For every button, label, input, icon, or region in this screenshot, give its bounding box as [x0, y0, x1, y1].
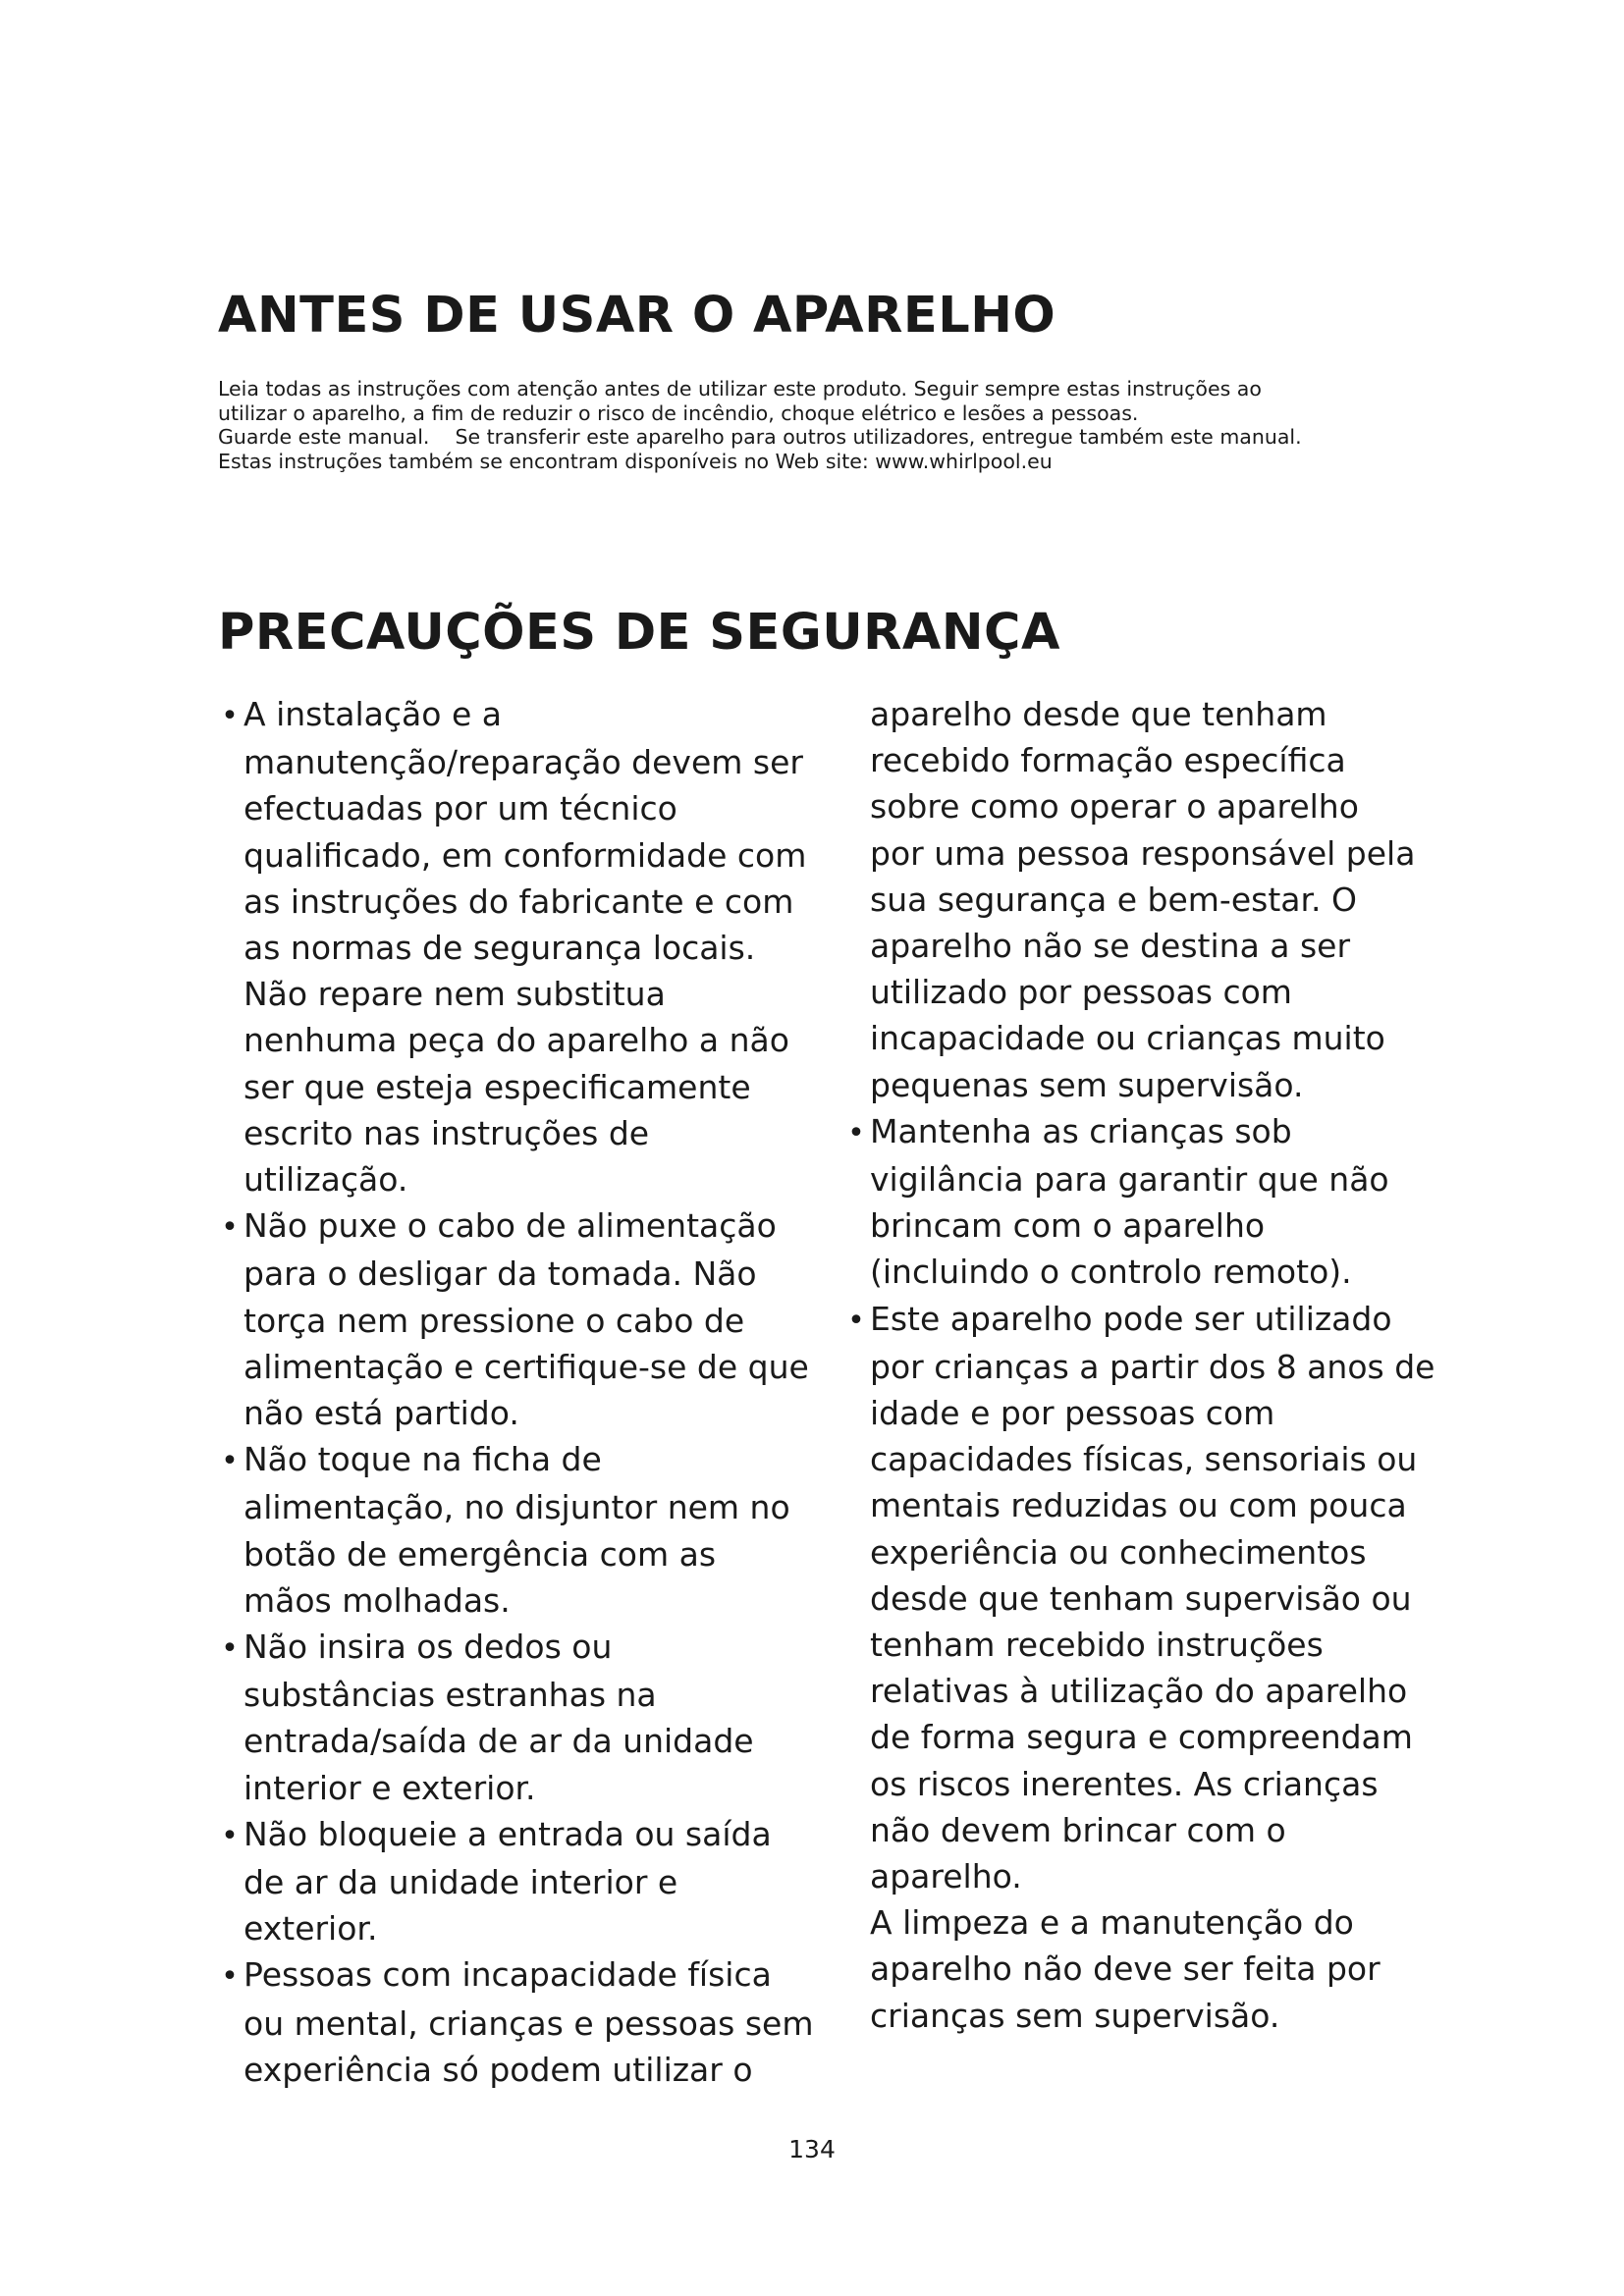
bullet-icon: • — [221, 1210, 239, 1246]
safety-item-line — [216, 1624, 844, 1672]
safety-item-line — [842, 1249, 1471, 1295]
safety-item-text: alimentação, no disjuntor nem no — [244, 1488, 790, 1527]
safety-item-text: experiência ou conhecimentos — [870, 1532, 1367, 1572]
safety-item-text: crianças sem supervisão. — [870, 1996, 1280, 2035]
section-title-precaucoes-de-seguranca: PRECAUÇÕES DE SEGURANÇA — [218, 604, 1060, 662]
safety-item-text: Não puxe o cabo de alimentação — [244, 1206, 777, 1246]
safety-item-line — [842, 1946, 1471, 1992]
safety-item-line — [216, 1110, 844, 1156]
safety-item-line — [216, 1251, 844, 1297]
safety-item-line — [216, 1156, 844, 1202]
safety-item-line — [842, 1807, 1471, 1853]
safety-item-line — [216, 739, 844, 785]
safety-item-text: não devem brincar com o — [870, 1810, 1286, 1849]
safety-item-line — [842, 1482, 1471, 1528]
safety-item-text: as instruções do fabricante e com — [244, 881, 794, 921]
section-title-antes-de-usar: ANTES DE USAR O APARELHO — [218, 287, 1056, 345]
safety-item-text: substâncias estranhas na — [244, 1676, 657, 1715]
intro-line: utilizar o aparelho, a fim de reduzir o risco de incêndio, choque elétrico e lesões a pessoas. — [218, 400, 1139, 425]
safety-item-text: não está partido. — [244, 1394, 519, 1433]
safety-item-text: entrada/saída de ar da unidade — [244, 1722, 754, 1761]
safety-item-line — [216, 691, 844, 739]
safety-item-text: aparelho desde que tenham — [870, 695, 1327, 733]
safety-item — [216, 691, 844, 1202]
safety-item-text: pequenas sem supervisão. — [870, 1065, 1304, 1104]
bullet-icon: • — [847, 1115, 865, 1150]
safety-item-line — [216, 1484, 844, 1530]
safety-item-text: escrito nas instruções de — [244, 1113, 650, 1152]
safety-item — [216, 1624, 844, 1811]
safety-item-text: as normas de segurança locais. — [244, 929, 756, 968]
safety-item-line — [216, 1064, 844, 1110]
safety-item-line — [216, 1672, 844, 1718]
safety-item-line — [216, 832, 844, 879]
bullet-icon: • — [847, 1303, 865, 1338]
safety-item-text: tenham recebido instruções — [870, 1626, 1324, 1665]
safety-item-text: brincam com o aparelho — [870, 1206, 1266, 1246]
safety-item-text: sobre como operar o aparelho — [870, 787, 1359, 827]
safety-item-line — [842, 1761, 1471, 1807]
safety-item-text: capacidades físicas, sensoriais ou — [870, 1440, 1418, 1479]
safety-item-text: torça nem pressione o cabo de — [244, 1301, 745, 1340]
safety-item-text: alimentação e certifique-se de que — [244, 1347, 809, 1386]
safety-item-text: aparelho não se destina a ser — [870, 927, 1351, 966]
safety-item-line — [842, 830, 1471, 877]
safety-item-text: relativas à utilização do aparelho — [870, 1672, 1408, 1711]
safety-item-line — [216, 1577, 844, 1624]
safety-item-text: idade e por pessoas com — [870, 1394, 1275, 1433]
safety-item-text: experiência só podem utilizar o — [244, 2050, 753, 2089]
safety-item-line — [216, 1390, 844, 1436]
safety-item-text: A instalação e a — [244, 695, 502, 733]
safety-item — [216, 1202, 844, 1436]
safety-item-line — [842, 1344, 1471, 1390]
safety-item-line — [842, 1575, 1471, 1622]
safety-item-line — [842, 1853, 1471, 1899]
safety-item-line — [216, 879, 844, 925]
safety-item-text: mentais reduzidas ou com pouca — [870, 1486, 1407, 1525]
safety-item-text: os riscos inerentes. As crianças — [870, 1764, 1379, 1803]
safety-item-line — [216, 2047, 844, 2093]
bullet-icon: • — [221, 1959, 239, 1995]
safety-item-line — [842, 691, 1471, 737]
safety-item-text: de ar da unidade interior e — [244, 1863, 678, 1902]
safety-item-line — [842, 923, 1471, 969]
safety-item-text: desde que tenham supervisão ou — [870, 1578, 1412, 1618]
safety-item-line — [216, 1811, 844, 1859]
safety-item-text: interior e exterior. — [244, 1768, 536, 1807]
safety-item-line — [216, 1531, 844, 1577]
page-number: 134 — [788, 2135, 836, 2163]
safety-item-text: Não toque na ficha de — [244, 1440, 602, 1479]
safety-item-line — [842, 1436, 1471, 1482]
safety-item-line — [842, 1622, 1471, 1668]
safety-item-text: A limpeza e a manutenção do — [870, 1903, 1354, 1943]
safety-item-line — [842, 783, 1471, 829]
safety-item-text: para o desligar da tomada. Não — [244, 1255, 757, 1294]
safety-item-text: recebido formação específica — [870, 741, 1346, 780]
intro-line: Leia todas as instruções com atenção antes de utilizar este produto. Seguir sempre estas instruções ao — [218, 377, 1262, 400]
safety-item-line — [216, 1859, 844, 1905]
safety-item-line — [842, 1156, 1471, 1202]
safety-item — [216, 1951, 844, 2093]
safety-item-text: por uma pessoa responsável pela — [870, 833, 1416, 873]
safety-item-line — [842, 1668, 1471, 1714]
safety-item-line — [216, 971, 844, 1017]
safety-item-text: de forma segura e compreendam — [870, 1718, 1413, 1757]
safety-item-text: Mantenha as crianças sob — [870, 1111, 1292, 1150]
safety-item-text: sua segurança e bem-estar. O — [870, 880, 1357, 919]
safety-item-line — [842, 1015, 1471, 1061]
safety-item-line — [216, 1298, 844, 1344]
safety-item-line — [842, 737, 1471, 783]
safety-item-text: efectuadas por um técnico — [244, 789, 677, 828]
safety-item-text: Pessoas com incapacidade física — [244, 1955, 772, 1995]
safety-item-text: incapacidade ou crianças muito — [870, 1019, 1385, 1058]
safety-item-text: Não bloqueie a entrada ou saída — [244, 1814, 772, 1853]
safety-item-line — [842, 1899, 1471, 1946]
safety-item-text: Não insira os dedos ou — [244, 1628, 613, 1667]
safety-item-text: Não repare nem substitua — [244, 975, 666, 1014]
safety-item-line — [842, 877, 1471, 923]
safety-item-line — [216, 1905, 844, 1951]
safety-item-line — [216, 1202, 844, 1251]
bullet-icon: • — [221, 1444, 239, 1479]
safety-item-line — [216, 1951, 844, 2000]
safety-item-text: qualificado, em conformidade com — [244, 835, 807, 875]
safety-item-text: botão de emergência com as — [244, 1534, 717, 1574]
safety-item — [216, 1811, 844, 1952]
safety-item-text: utilização. — [244, 1160, 408, 1200]
bullet-icon: • — [221, 1631, 239, 1667]
safety-item — [842, 1296, 1471, 2039]
safety-item-line — [842, 1296, 1471, 1344]
intro-line: Guarde este manual. Se transferir este aparelho para outros utilizadores, entregue também este manual. — [218, 425, 1302, 449]
safety-item-line — [842, 1529, 1471, 1575]
safety-item-line — [842, 1714, 1471, 1760]
safety-item-line — [842, 1202, 1471, 1249]
safety-item-text: aparelho. — [870, 1857, 1022, 1896]
safety-item-line — [216, 1765, 844, 1811]
safety-item — [842, 691, 1471, 1108]
safety-item-text: Este aparelho pode ser utilizado — [870, 1299, 1392, 1338]
intro-line: Estas instruções também se encontram disponíveis no Web site: www.whirlpool.eu — [218, 449, 1053, 473]
safety-item-line — [216, 1718, 844, 1764]
safety-item-line — [216, 925, 844, 971]
safety-item-text: ou mental, crianças e pessoas sem — [244, 2003, 814, 2043]
left-column — [216, 691, 844, 2093]
safety-item-line — [216, 1344, 844, 1390]
safety-item-line — [842, 1062, 1471, 1108]
safety-item-line — [216, 1436, 844, 1484]
intro-paragraph — [218, 377, 1445, 473]
safety-item-text: vigilância para garantir que não — [870, 1160, 1389, 1200]
bullet-icon: • — [221, 1818, 239, 1853]
safety-item-line — [216, 785, 844, 831]
bullet-icon: • — [221, 699, 239, 733]
safety-item-text: manutenção/reparação devem ser — [244, 743, 803, 782]
safety-item-text: por crianças a partir dos 8 anos de — [870, 1347, 1435, 1386]
safety-item-text: ser que esteja especificamente — [244, 1067, 751, 1106]
safety-item-text: mãos molhadas. — [244, 1580, 511, 1620]
safety-item — [216, 1436, 844, 1624]
safety-item-text: utilizado por pessoas com — [870, 973, 1292, 1012]
safety-item-text: aparelho não deve ser feita por — [870, 1949, 1380, 1989]
safety-item-text: nenhuma peça do aparelho a não — [244, 1021, 789, 1060]
safety-item-line — [842, 1993, 1471, 2039]
safety-item-text: exterior. — [244, 1909, 378, 1949]
safety-item-line — [842, 1390, 1471, 1436]
safety-item — [842, 1108, 1471, 1296]
safety-item-text: (incluindo o controlo remoto). — [870, 1253, 1352, 1292]
safety-item-line — [216, 2001, 844, 2047]
right-column — [842, 691, 1471, 2039]
safety-item-line — [842, 969, 1471, 1015]
safety-item-line — [216, 1017, 844, 1063]
safety-item-line — [842, 1108, 1471, 1156]
